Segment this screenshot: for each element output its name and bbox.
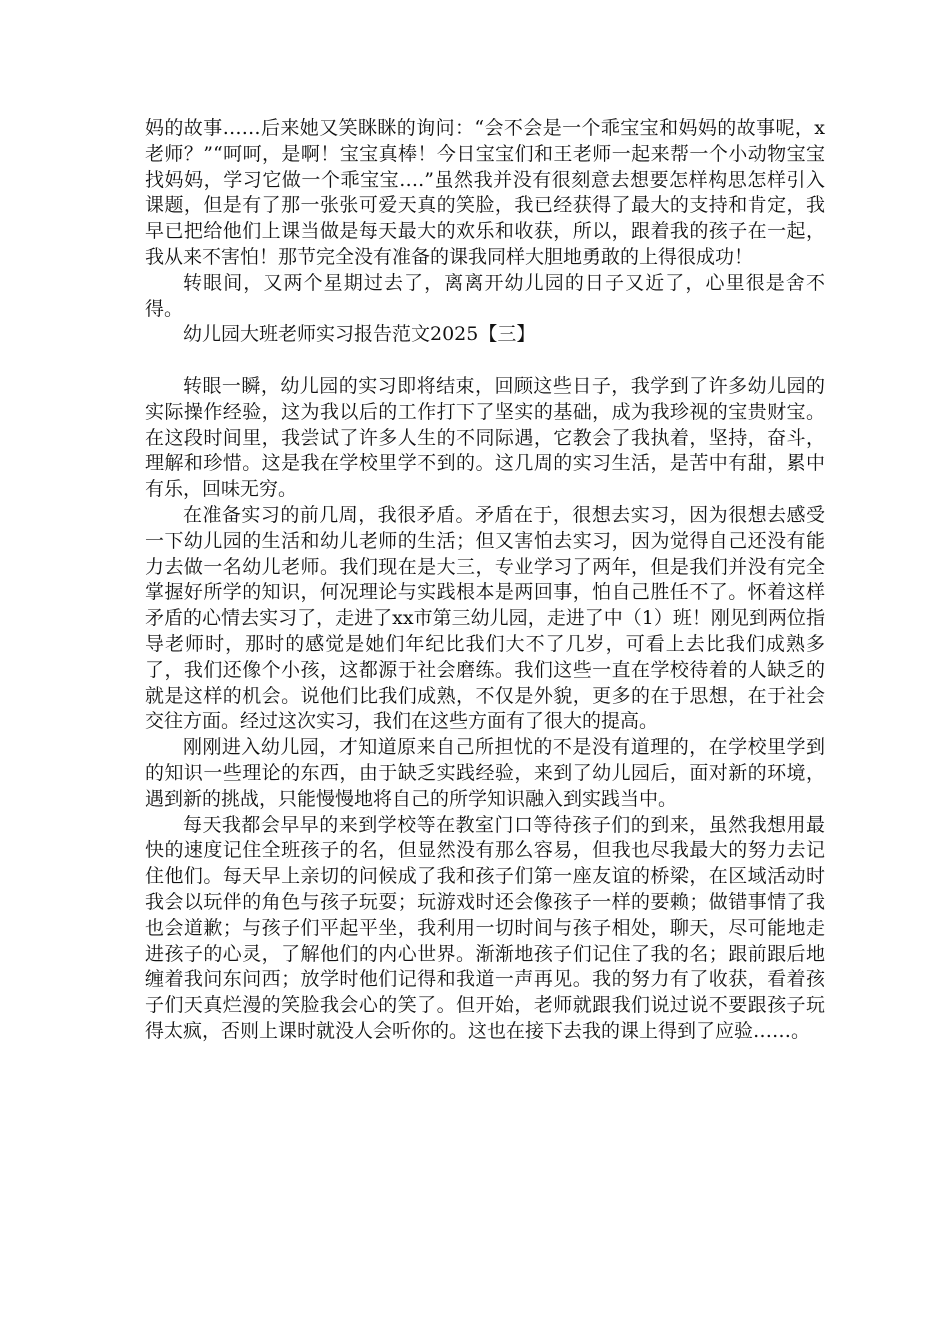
blank-line <box>145 348 825 374</box>
paragraph-daily-routine: 每天我都会早早的来到学校等在教室门口等待孩子们的到来，虽然我想用最快的速度记住全班孩子的名，但显然没有那么容易，但我也尽我最大的努力去记住他们。每天早上亲切的问候成了我和孩子们第一座友谊的桥梁，在区域活动时我会以玩伴的角色与孩子玩耍；玩游戏时还会像孩子一样的要赖；做错事情了我也会道歉；与孩子们平起平坐，我利用一切时间与孩子相处，聊天，尽可能地走进孩子的心灵，了解他们的内心世界。渐渐地孩子们记住了我的名；跟前跟后地缠着我问东问西；放学时他们记得和我道一声再见。我的努力有了收获，看着孩子们天真烂漫的笑脸我会心的笑了。但开始，老师就跟我们说过说不要跟孩子玩得太疯，否则上课时就没人会听你的。这也在接下去我的课上得到了应验……。 <box>145 813 825 1042</box>
document-page <box>145 116 825 1045</box>
section-title: 幼儿园大班老师实习报告范文2025【三】 <box>183 323 536 346</box>
paragraph-continued-story: 妈的故事……后来她又笑眯眯的询问：“会不会是一个乖宝宝和妈妈的故事呢，x老师？”“呵呵，是啊！宝宝真棒！今日宝宝们和王老师一起来帮一个小动物宝宝找妈妈，学习它做一个乖宝宝….”虽然我并没有很刻意去想要怎样构思怎样引入课题，但是有了那一张张可爱天真的笑脸，我已经获得了最大的支持和肯定，我早已把给他们上课当做是每天最大的欢乐和收获，所以，跟着我的孩子在一起，我从来不害怕！那节完全没有准备的课我同样大胆地勇敢的上得很成功！ <box>145 117 825 268</box>
paragraph-entering-kindergarten: 刚刚进入幼儿园，才知道原来自己所担忧的不是没有道理的，在学校里学到的知识一些理论的东西，由于缺乏实践经验，来到了幼儿园后，面对新的环境，遇到新的挑战，只能慢慢地将自己的所学知识融入到实践当中。 <box>145 736 825 810</box>
paragraph-two-weeks-passed: 转眼间，又两个星期过去了，离离开幼儿园的日子又近了，心里很是舍不得。 <box>145 271 825 320</box>
paragraph-before-internship: 在准备实习的前几周，我很矛盾。矛盾在于，很想去实习，因为很想去感受一下幼儿园的生活和幼儿老师的生活；但又害怕去实习，因为觉得自己还没有能力去做一名幼儿老师。我们现在是大三，专业学习了两年，但是我们并没有完全掌握好所学的知识，何况理论与实践根本是两回事，怕自己胜任不了。怀着这样矛盾的心情去实习了，走进了xx市第三幼儿园，走进了中（1）班！刚见到两位指导老师时，那时的感觉是她们年纪比我们大不了几岁，可看上去比我们成熟多了，我们还像个小孩，这都源于社会磨练。我们这些一直在学校待着的人缺乏的就是这样的机会。说他们比我们成熟，不仅是外貌，更多的在于思想，在于社会交往方面。经过这次实习，我们在这些方面有了很大的提高。 <box>145 503 825 733</box>
paragraph-internship-ending: 转眼一瞬，幼儿园的实习即将结束，回顾这些日子，我学到了许多幼儿园的实际操作经验，这为我以后的工作打下了坚实的基础，成为我珍视的宝贵财宝。在这段时间里，我尝试了许多人生的不同际遇，它教会了我执着，坚持，奋斗，理解和珍惜。这是我在学校里学不到的。这几周的实习生活，是苦中有甜，累中有乐，回味无穷。 <box>145 374 825 501</box>
